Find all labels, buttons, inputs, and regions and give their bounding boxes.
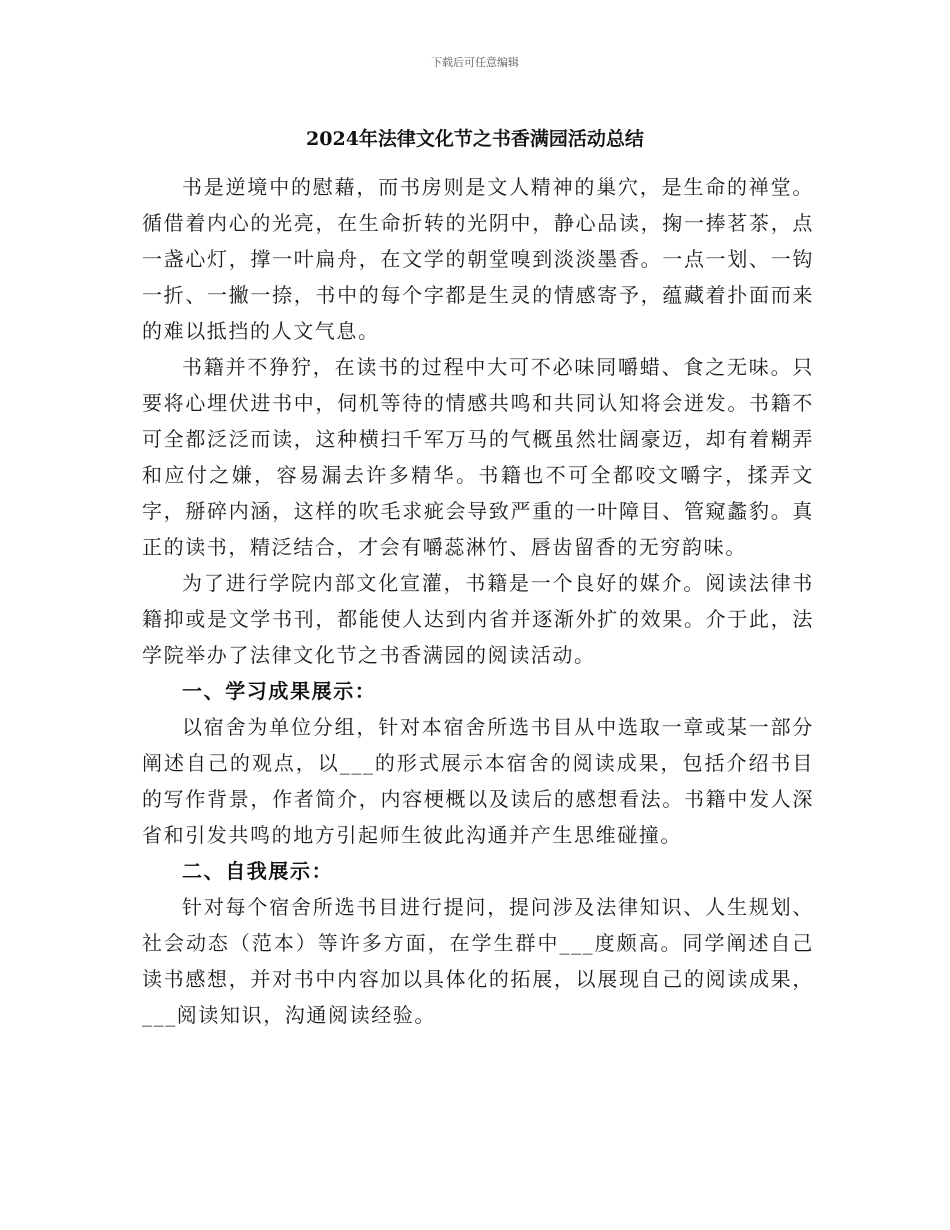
paragraph-intro-2: 书籍并不狰狞，在读书的过程中大可不必味同嚼蜡、食之无味。只要将心埋伏进书中，伺机等待的情感共鸣和共同认知将会迸发。书籍不可全都泛泛而读，这种横扫千军万马的气概虽然壮阔豪迈，却有着糊弄和应付之嫌，容易漏去许多精华。书籍也不可全都咬文嚼字，揉弄文字，掰碎内涵，这样的吹毛求疵会导致严重的一叶障目、管窥蠡豹。真正的读书，精泛结合，才会有嚼蕊淋竹、唇齿留香的无穷韵味。 (142, 355, 814, 559)
section-text-achievements: 以宿舍为单位分组，针对本宿舍所选书目从中选取一章或某一部分阐述自己的观点，以___的形式展示本宿舍的阅读成果，包括介绍书目的写作背景，作者简介，内容梗概以及读后的感想看法。书籍中发人深省和引发共鸣的地方引起师生彼此沟通并产生思维碰撞。 (142, 715, 814, 847)
section-heading-achievements: 一、学习成果展示： (182, 679, 377, 703)
header-note: 下载后可任意编辑 (431, 56, 519, 69)
paragraph-intro-1: 书是逆境中的慰藉，而书房则是文人精神的巢穴，是生命的禅堂。循借着内心的光亮，在生命折转的光阴中，静心品读，掬一捧茗茶，点一盏心灯，撑一叶扁舟，在文学的朝堂嗅到淡淡墨香。一点一划、一钩一折、一撇一捺，书中的每个字都是生灵的情感寄予，蕴藏着扑面而来的难以抵挡的人文气息。 (142, 175, 814, 343)
section-heading-self-presentation: 二、自我展示： (182, 859, 334, 883)
paragraph-intro-3: 为了进行学院内部文化宣灌，书籍是一个良好的媒介。阅读法律书籍抑或是文学书刊，都能使人达到内省并逐渐外扩的效果。介于此，法学院举办了法律文化节之书香满园的阅读活动。 (142, 571, 814, 667)
document-body (142, 169, 814, 1033)
section-text-self-presentation: 针对每个宿舍所选书目进行提问，提问涉及法律知识、人生规划、社会动态（范本）等许多方面，在学生群中___度颇高。同学阐述自己读书感想，并对书中内容加以具体化的拓展，以展现自己的阅读成果，___阅读知识，沟通阅读经验。 (142, 895, 814, 1027)
document-title: 2024年法律文化节之书香满园活动总结 (306, 128, 644, 150)
